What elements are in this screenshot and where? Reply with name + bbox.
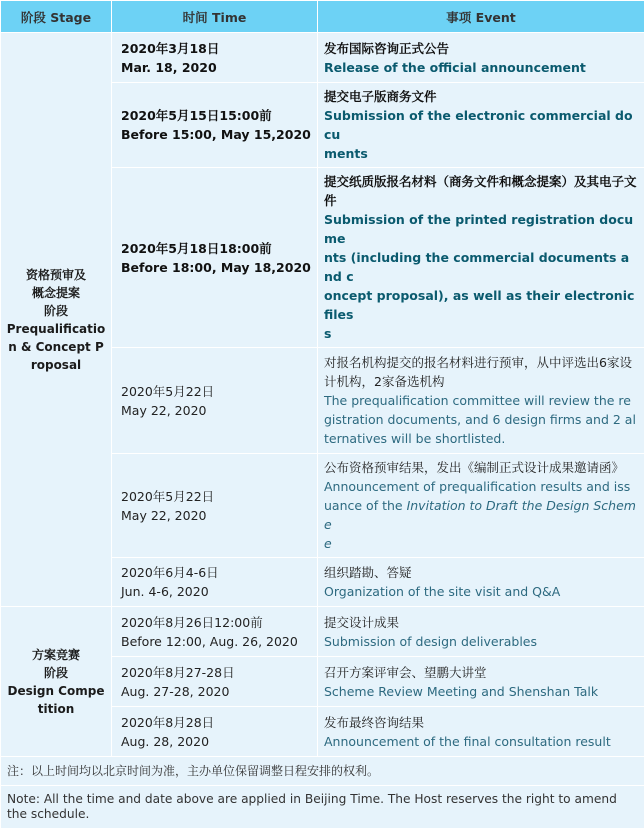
time-cell [112, 33, 318, 83]
time-cell [112, 657, 318, 707]
stage-line: 资格预审及 [4, 266, 108, 284]
header-event: 事项 Event [318, 1, 644, 33]
event-cell [318, 33, 644, 83]
header-stage: 阶段 Stage [1, 1, 112, 33]
stage-line: Design Compe [4, 682, 108, 700]
event-cell [318, 168, 644, 348]
event-cn: 发布国际咨询正式公告 [324, 39, 638, 58]
invitation-title: Invitation to Draft the Design Scheme [324, 498, 636, 532]
event-cell [318, 454, 644, 558]
event-cell [318, 657, 644, 707]
time-cn: 2020年6月4-6日 [121, 563, 311, 582]
event-en: Submission of the electronic commercial docu [324, 106, 638, 144]
time-en: May 22, 2020 [121, 506, 311, 525]
note-row-en [1, 786, 644, 829]
event-en: Organization of the site visit and Q&A [324, 582, 638, 601]
event-en: ments [324, 144, 638, 163]
event-en: Announcement of the final consultation result [324, 732, 638, 751]
event-cell [318, 558, 644, 607]
note-en: Note: All the time and date above are applied in Beijing Time. The Host reserves the right to amend the schedule. [1, 786, 644, 829]
time-cn: 2020年5月15日15:00前 [121, 106, 311, 125]
time-cn: 2020年5月22日 [121, 382, 311, 401]
time-cell [112, 168, 318, 348]
event-cn: 发布最终咨询结果 [324, 713, 638, 732]
stage-design-competition [1, 607, 112, 757]
time-cell [112, 454, 318, 558]
time-en: Aug. 28, 2020 [121, 732, 311, 751]
event-cn: 提交电子版商务文件 [324, 87, 638, 106]
time-en: Before 15:00, May 15,2020 [121, 125, 311, 144]
stage-line: 阶段 [4, 302, 108, 320]
event-cell [318, 348, 644, 454]
time-en: Jun. 4-6, 2020 [121, 582, 311, 601]
table-row [1, 33, 644, 83]
invitation-title-tail: e [324, 536, 332, 551]
time-en: Mar. 18, 2020 [121, 58, 311, 77]
event-cell [318, 83, 644, 168]
event-en: oncept proposal), as well as their electronic files [324, 286, 638, 324]
event-en: Release of the official announcement [324, 58, 638, 77]
note-row-cn [1, 757, 644, 786]
event-en: Submission of the printed registration docume [324, 210, 638, 248]
stage-line: 方案竞赛 [4, 646, 108, 664]
event-cn: 对报名机构提交的报名材料进行预审，从中评选出6家设 [324, 353, 638, 372]
event-en [324, 496, 638, 534]
time-cn: 2020年8月26日12:00前 [121, 613, 311, 632]
event-cell [318, 707, 644, 757]
event-cn: 组织踏勘、答疑 [324, 563, 638, 582]
time-cn: 2020年8月27-28日 [121, 663, 311, 682]
event-cell [318, 607, 644, 657]
time-en: Before 18:00, May 18,2020 [121, 258, 311, 277]
time-cell [112, 83, 318, 168]
event-cn: 提交纸质版报名材料（商务文件和概念提案）及其电子文 [324, 172, 638, 191]
stage-line: n & Concept P [4, 338, 108, 356]
table-header-row [1, 1, 644, 33]
event-en [324, 534, 638, 553]
event-en: Scheme Review Meeting and Shenshan Talk [324, 682, 638, 701]
time-cell [112, 558, 318, 607]
event-cn: 公布资格预审结果，发出《编制正式设计成果邀请函》 [324, 458, 638, 477]
header-time: 时间 Time [112, 1, 318, 33]
note-cn: 注：以上时间均以北京时间为准，主办单位保留调整日程安排的权利。 [1, 757, 644, 786]
event-en: ternatives will be shortlisted. [324, 429, 638, 448]
stage-line: roposal [4, 356, 108, 374]
time-cn: 2020年3月18日 [121, 39, 311, 58]
event-cn: 提交设计成果 [324, 613, 638, 632]
stage-line: Prequalificatio [4, 320, 108, 338]
event-en: Submission of design deliverables [324, 632, 638, 651]
event-en: nts (including the commercial documents and c [324, 248, 638, 286]
stage-prequalification [1, 33, 112, 607]
time-cn: 2020年5月22日 [121, 487, 311, 506]
time-cell [112, 348, 318, 454]
event-en: s [324, 324, 638, 343]
stage-line: 阶段 [4, 664, 108, 682]
stage-line: 概念提案 [4, 284, 108, 302]
event-cn: 召开方案评审会、望鹏大讲堂 [324, 663, 638, 682]
stage-line: tition [4, 700, 108, 718]
time-cn: 2020年5月18日18:00前 [121, 239, 311, 258]
event-cn: 件 [324, 191, 638, 210]
time-en: Before 12:00, Aug. 26, 2020 [121, 632, 311, 651]
time-cell [112, 607, 318, 657]
time-cell [112, 707, 318, 757]
time-cn: 2020年8月28日 [121, 713, 311, 732]
time-en: May 22, 2020 [121, 401, 311, 420]
event-en: The prequalification committee will review the re [324, 391, 638, 410]
event-en: gistration documents, and 6 design firms and 2 al [324, 410, 638, 429]
event-cn: 计机构，2家备选机构 [324, 372, 638, 391]
event-en-part: uance of the [324, 498, 407, 513]
event-en: Announcement of prequalification results and iss [324, 477, 638, 496]
time-en: Aug. 27-28, 2020 [121, 682, 311, 701]
table-row [1, 607, 644, 657]
